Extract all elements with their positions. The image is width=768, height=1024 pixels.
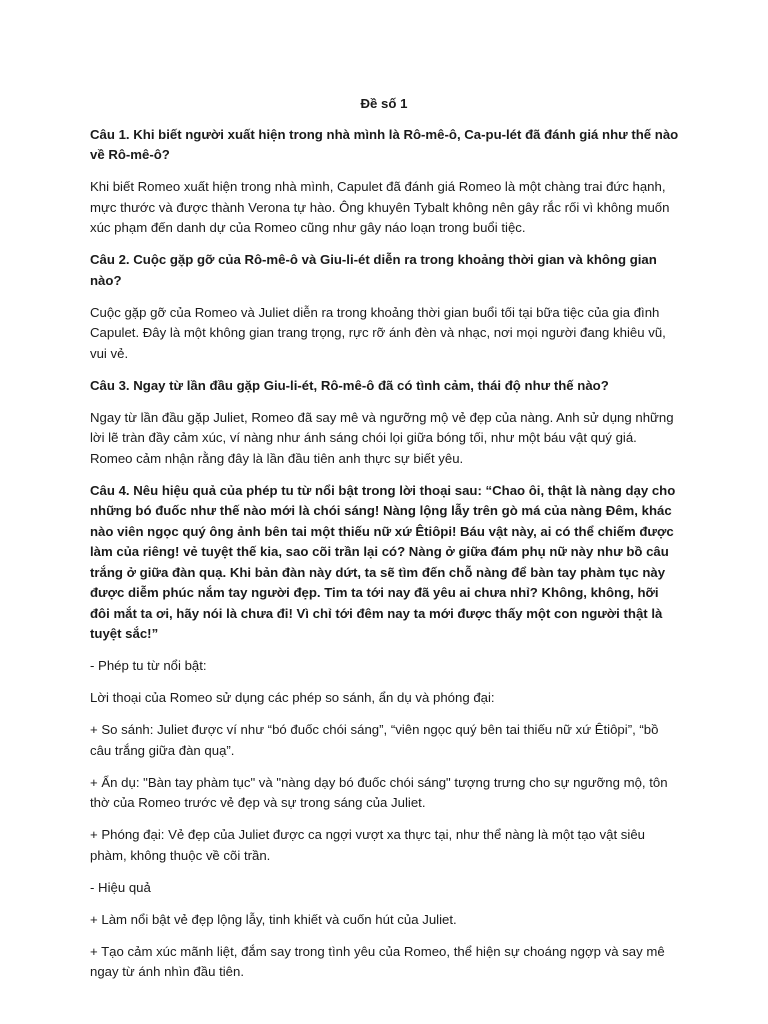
effect-paragraph-2: + Tạo cảm xúc mãnh liệt, đắm say trong tình yêu của Romeo, thể hiện sự choáng ngợp và say mê ngay từ ánh nhìn đầu tiên.: [90, 943, 665, 979]
question-1: Câu 1. Khi biết người xuất hiện trong nhà mình là Rô-mê-ô, Ca-pu-lét đã đánh giá như thế nào về Rô-mê-ô?: [90, 126, 679, 162]
rhetoric-intro: Lời thoại của Romeo sử dụng các phép so sánh, ẩn dụ và phóng đại:: [90, 690, 495, 705]
simile-paragraph: + So sánh: Juliet được ví như “bó đuốc chói sáng”, “viên ngọc quý bên tai thiếu nữ xứ Êtiôpi”, “bồ câu trắng giữa đàn quạ”.: [90, 722, 659, 758]
effect-paragraph-1: + Làm nổi bật vẻ đẹp lộng lẫy, tinh khiết và cuốn hút của Juliet.: [90, 911, 457, 927]
metaphor-paragraph: + Ẩn dụ: "Bàn tay phàm tục" và "nàng dạy bó đuốc chói sáng" tượng trưng cho sự ngưỡng mộ, tôn thờ của Romeo trước vẻ đẹp và sự trong sáng của Juliet.: [90, 774, 668, 810]
answer-3: Ngay từ lần đầu gặp Juliet, Romeo đã say mê và ngưỡng mộ vẻ đẹp của nàng. Anh sử dụng những lời lẽ tràn đầy cảm xúc, ví nàng như ánh sáng chói lọi giữa bóng tối, như một báu vật quý giá. Romeo cảm nhận rằng đây là lần đầu tiên anh thực sự biết yêu.: [90, 409, 674, 466]
question-2: Câu 2. Cuộc gặp gỡ của Rô-mê-ô và Giu-li-ét diễn ra trong khoảng thời gian và không gian nào?: [90, 252, 657, 288]
answer-1: Khi biết Romeo xuất hiện trong nhà mình, Capulet đã đánh giá Romeo là một chàng trai đức hạnh, mực thước và được thành Verona tự hào. Ông khuyên Tybalt không nên gây rắc rối vì không muốn xúc phạm đến danh dự của Romeo cũng như gây náo loạn trong buổi tiệc.: [90, 179, 670, 235]
question-3: Câu 3. Ngay từ lần đầu gặp Giu-li-ét, Rô-mê-ô đã có tình cảm, thái độ như thế nào?: [90, 377, 609, 393]
answer-2: Cuộc gặp gỡ của Romeo và Juliet diễn ra trong khoảng thời gian buổi tối tại bữa tiệc của gia đình Capulet. Đây là một không gian trang trọng, rực rỡ ánh đèn và nhạc, nơi mọi người đang khiêu vũ, vui vẻ.: [90, 304, 666, 361]
effect-heading: - Hiệu quả: [90, 879, 151, 895]
document-title: Đề số 1: [360, 96, 408, 111]
hyperbole-paragraph: + Phóng đại: Vẻ đẹp của Juliet được ca ngợi vượt xa thực tại, như thể nàng là một tạo vật siêu phàm, không thuộc về cõi trần.: [90, 827, 646, 863]
rhetoric-heading: - Phép tu từ nổi bật:: [90, 658, 207, 673]
question-4: Câu 4. Nêu hiệu quả của phép tu từ nổi bật trong lời thoại sau: “Chao ôi, thật là nàng dạy cho những bó đuốc như thế nào mới là chói sáng! Nàng lộng lẫy trên gò má của nàng Đêm, khác nào viên ngọc quý ông ảnh bên tai một thiếu nữ xứ Êtiôpi! Báu vật này, ai có thể chiếm được làm của riêng! vẻ tuyệt thế kia, sao cõi trần lại có? Nàng ở giữa đám phụ nữ này như bồ câu trắng ở giữa đàn quạ. Khi bản đàn này dứt, ta sẽ tìm đến chỗ nàng để bàn tay phàm tục này được diễm phúc nắm tay người đẹp. Tim ta tới nay đã yêu ai chưa nhỉ? Không, không, hỡi đôi mắt ta ơi, hãy nói là chưa đi! Vì chỉ tới đêm nay ta mới được thấy một con người thật là tuyệt sắc!”: [90, 482, 676, 641]
